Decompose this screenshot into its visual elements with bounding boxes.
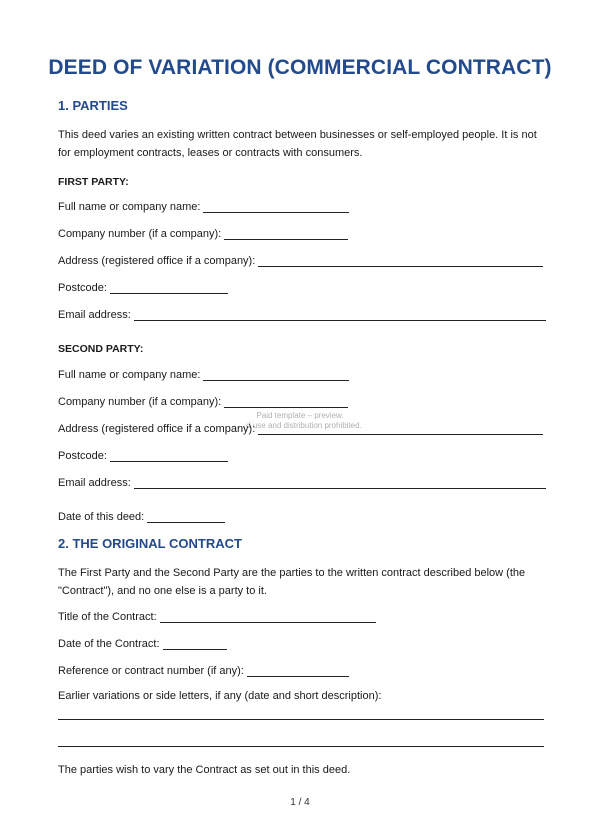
field-label: Full name or company name: — [58, 369, 201, 381]
second-party-name-field[interactable] — [58, 367, 349, 381]
field-label: Title of the Contract: — [58, 611, 157, 623]
watermark-line-2: …d use and distribution prohibited. — [238, 421, 362, 430]
fill-line[interactable] — [258, 422, 543, 435]
field-label: Address (registered office if a company): — [58, 255, 256, 267]
section-heading-original-contract: 2. THE ORIGINAL CONTRACT — [58, 536, 242, 551]
fill-line[interactable] — [147, 510, 225, 523]
fill-line[interactable] — [203, 368, 349, 381]
field-label: Full name or company name: — [58, 201, 201, 213]
field-label: Date of this deed: — [58, 511, 145, 523]
second-party-address-field[interactable] — [58, 421, 543, 435]
first-party-postcode-field[interactable] — [58, 280, 228, 294]
fill-line[interactable] — [160, 610, 376, 623]
field-label: Email address: — [58, 309, 131, 321]
field-label: Address (registered office if a company): — [58, 423, 256, 435]
fill-line[interactable] — [134, 476, 546, 489]
field-label: Postcode: — [58, 450, 107, 462]
contract-reference-field[interactable] — [58, 663, 349, 677]
earlier-variations-line-2[interactable] — [58, 746, 544, 747]
document-title: DEED OF VARIATION (COMMERCIAL CONTRACT) — [48, 56, 552, 79]
second-party-label: SECOND PARTY: — [58, 343, 144, 355]
fill-line[interactable] — [224, 395, 348, 408]
parties-intro: This deed varies an existing written contract between businesses or self-employed people. It is not for employment contracts, leases or contracts with consumers. — [58, 129, 537, 159]
closing-statement: The parties wish to vary the Contract as set out in this deed. — [58, 764, 351, 776]
watermark-line-1: Paid template – preview. — [256, 411, 344, 420]
field-label: Reference or contract number (if any): — [58, 665, 244, 677]
fill-line[interactable] — [110, 281, 228, 294]
first-party-address-field[interactable] — [58, 253, 543, 267]
fill-line[interactable] — [134, 308, 546, 321]
field-label: Company number (if a company): — [58, 228, 222, 240]
fill-line[interactable] — [203, 200, 349, 213]
page-number: 1 / 4 — [290, 797, 310, 808]
fill-line[interactable] — [110, 449, 228, 462]
field-label: Postcode: — [58, 282, 107, 294]
field-label: Company number (if a company): — [58, 396, 222, 408]
fill-line[interactable] — [247, 664, 349, 677]
earlier-variations-label: Earlier variations or side letters, if any (date and short description): — [58, 690, 382, 702]
contract-title-field[interactable] — [58, 609, 376, 623]
first-party-name-field[interactable] — [58, 199, 349, 213]
first-party-company-number-field[interactable] — [58, 226, 348, 240]
section-heading-parties: 1. PARTIES — [58, 98, 128, 113]
original-contract-intro: The First Party and the Second Party are the parties to the written contract described below (the "Contract"), and no one else is a party to it. — [58, 567, 526, 597]
second-party-company-number-field[interactable] — [58, 394, 348, 408]
second-party-email-field[interactable] — [58, 475, 546, 489]
date-of-deed-field[interactable] — [58, 509, 225, 523]
fill-line[interactable] — [258, 254, 543, 267]
second-party-postcode-field[interactable] — [58, 448, 228, 462]
field-label: Date of the Contract: — [58, 638, 160, 650]
earlier-variations-line-1[interactable] — [58, 719, 544, 720]
contract-date-field[interactable] — [58, 636, 227, 650]
fill-line[interactable] — [224, 227, 348, 240]
field-label: Email address: — [58, 477, 131, 489]
fill-line[interactable] — [163, 637, 227, 650]
first-party-email-field[interactable] — [58, 307, 546, 321]
first-party-label: FIRST PARTY: — [58, 176, 129, 188]
